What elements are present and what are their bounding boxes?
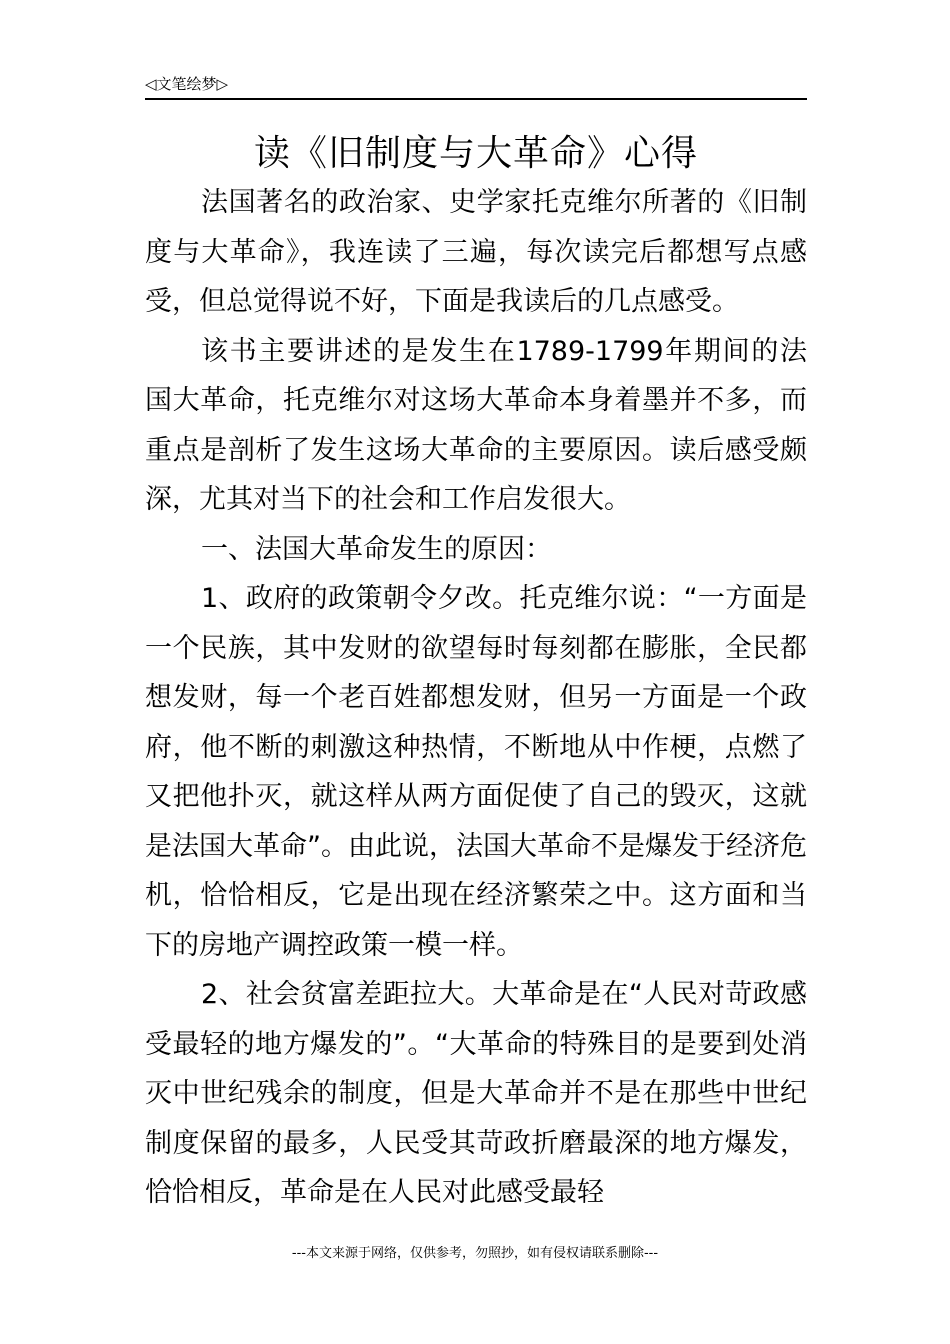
header-text: ◁文笔绘梦▷ xyxy=(145,75,229,93)
paragraph: 法国著名的政治家、史学家托克维尔所著的《旧制度与大革命》，我连读了三遍，每次读完后都想写点感受，但总觉得说不好，下面是我读后的几点感受。 xyxy=(145,187,807,317)
paragraph: 2、社会贫富差距拉大。大革命是在“人民对苛政感受最轻的地方爆发的”。“大革命的特殊目的是要到处消灭中世纪残余的制度，但是大革命并不是在那些中世纪制度保留的最多，人民受其苛政折磨最深的地方爆发，恰恰相反，革命是在人民对此感受最轻 xyxy=(145,979,807,1208)
paragraph: 该书主要讲述的是发生在1789-1799年期间的法国大革命，托克维尔对这场大革命本身着墨并不多，而重点是剖析了发生这场大革命的主要原因。读后感受颇深，尤其对当下的社会和工作启发很大。 xyxy=(145,335,807,515)
page-header xyxy=(145,72,807,100)
page-footer: ---本文来源于网络，仅供参考，勿照抄，如有侵权请联系删除--- xyxy=(291,1246,659,1261)
paragraph: 1、政府的政策朝令夕改。托克维尔说：“一方面是一个民族，其中发财的欲望每时每刻都在膨胀，全民都想发财，每一个老百姓都想发财，但另一方面是一个政府，他不断的刺激这种热情，不断地从中作梗，点燃了又把他扑灭，就这样从两方面促使了自己的毁灭，这就是法国大革命”。由此说，法国大革命不是爆发于经济危机，恰恰相反，它是出现在经济繁荣之中。这方面和当下的房地产调控政策一模一样。 xyxy=(145,583,807,961)
document-body xyxy=(145,178,807,1218)
document-title: 读《旧制度与大革命》心得 xyxy=(253,133,698,174)
section-heading: 一、法国大革命发生的原因： xyxy=(201,533,552,565)
